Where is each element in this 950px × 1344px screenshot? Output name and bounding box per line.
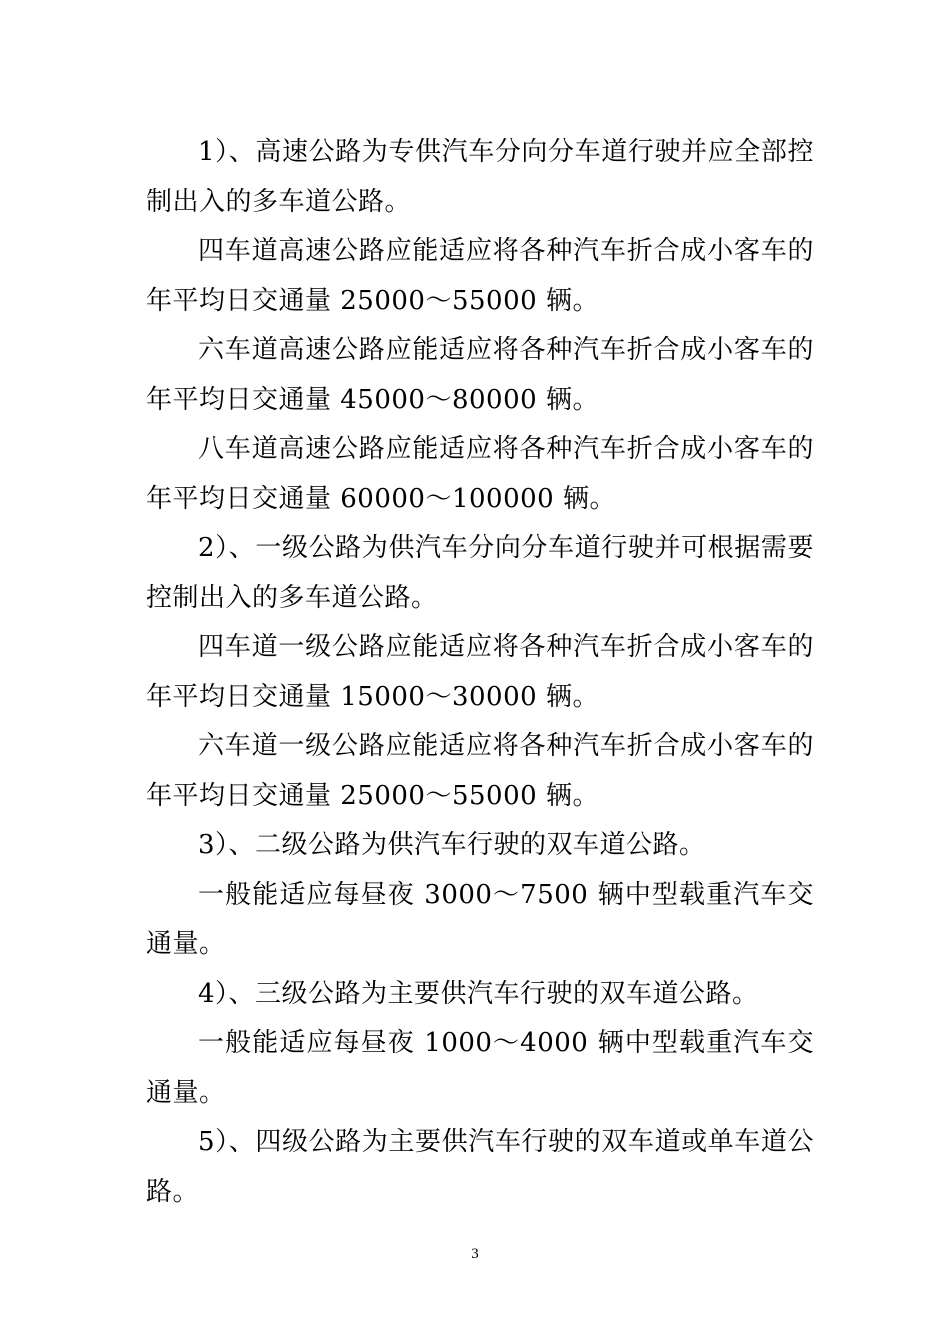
document-body bbox=[146, 128, 814, 1217]
paragraph-class-three-definition: 4）、三级公路为主要供汽车行驶的双车道公路。 bbox=[198, 978, 759, 1009]
paragraph-class-two-capacity: 一般能适应每昼夜 3000～7500 辆中型载重汽车交通量。 bbox=[146, 879, 814, 959]
paragraph-four-lane-class-one: 四车道一级公路应能适应将各种汽车折合成小客车的年平均日交通量 15000～30000 辆。 bbox=[146, 632, 814, 712]
paragraph-class-three-capacity: 一般能适应每昼夜 1000～4000 辆中型载重汽车交通量。 bbox=[146, 1028, 814, 1108]
paragraph-four-lane-expressway: 四车道高速公路应能适应将各种汽车折合成小客车的年平均日交通量 25000～55000 辆。 bbox=[146, 236, 814, 316]
paragraph-class-four-definition: 5）、四级公路为主要供汽车行驶的双车道或单车道公路。 bbox=[146, 1127, 814, 1207]
paragraph-class-one-definition: 2）、一级公路为供汽车分向分车道行驶并可根据需要控制出入的多车道公路。 bbox=[146, 533, 814, 613]
paragraph-six-lane-expressway: 六车道高速公路应能适应将各种汽车折合成小客车的年平均日交通量 45000～80000 辆。 bbox=[146, 335, 814, 415]
paragraph-class-two-definition: 3）、二级公路为供汽车行驶的双车道公路。 bbox=[198, 830, 706, 860]
paragraph-eight-lane-expressway: 八车道高速公路应能适应将各种汽车折合成小客车的年平均日交通量 60000～100000 辆。 bbox=[146, 434, 814, 514]
paragraph-expressway-definition: 1）、高速公路为专供汽车分向分车道行驶并应全部控制出入的多车道公路。 bbox=[146, 137, 814, 217]
page-number: 3 bbox=[471, 1246, 479, 1262]
paragraph-six-lane-class-one: 六车道一级公路应能适应将各种汽车折合成小客车的年平均日交通量 25000～55000 辆。 bbox=[146, 731, 814, 811]
